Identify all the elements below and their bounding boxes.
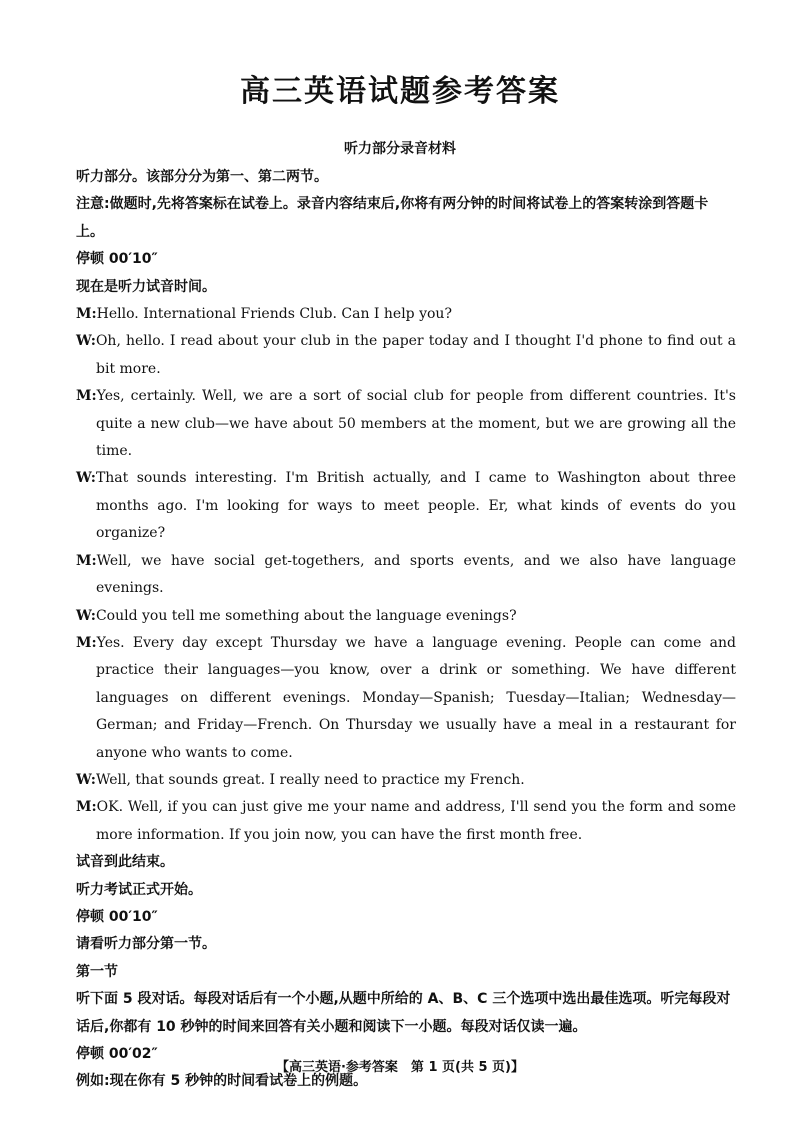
speaker-label: M:: [76, 306, 97, 323]
page-footer: 【高三英语·参考答案 第 1 页(共 5 页)】: [275, 1060, 525, 1075]
instruction-note: 注意:做题时,先将答案标在试卷上。录音内容结束后,你将有两分钟的时间将试卷上的答案转涂到答题卡上。: [76, 196, 709, 240]
example-line: 例如:现在你有 5 秒钟的时间看试卷上的例题。: [76, 1073, 368, 1090]
dialogue-line: [76, 630, 736, 767]
pause-marker: 停顿 00′10″: [76, 251, 158, 268]
speaker-label: W:: [76, 607, 96, 624]
section-heading: 第一节: [76, 963, 118, 980]
dialogue-text: Yes, certainly. Well, we are a sort of social club for people from different countries. It's quite a new club—we have about 50 members at the moment, but we are growing all the time.: [96, 388, 736, 460]
dialogue-line: [76, 465, 736, 547]
dialogue-text: Well, we have social get-togethers, and sports events, and we also have language evenings.: [96, 552, 736, 597]
document-body: [76, 164, 736, 1096]
dialogue-text: That sounds interesting. I'm British actually, and I came to Washington about three months ago. I'm looking for ways to meet people. Er, what kinds of events do you organize?: [95, 470, 736, 542]
dialogue-line: [76, 794, 736, 849]
instruction-line: 听力部分。该部分分为第一、第二两节。: [76, 169, 328, 185]
dialogue-text: OK. Well, if you can just give me your name and address, I'll send you the form and some more information. If you join now, you can have the first month free.: [96, 799, 736, 843]
dialogue-line: [76, 548, 736, 603]
dialogue-text: Well, that sounds great. I really need to practice my French.: [95, 771, 525, 788]
dialogue-text: Hello. International Friends Club. Can I help you?: [96, 306, 452, 323]
document-title: 高三英语试题参考答案: [240, 74, 560, 109]
pause-marker: 停顿 00′02″: [76, 1046, 158, 1062]
section-subtitle: 听力部分录音材料: [344, 141, 456, 157]
section-instruction: 请看听力部分第一节。: [76, 936, 216, 953]
speaker-label: W:: [76, 333, 96, 350]
speaker-label: M:: [76, 634, 97, 651]
exam-start-line: 听力考试正式开始。: [76, 881, 202, 898]
trial-end-line: 试音到此结束。: [76, 854, 174, 871]
dialogue-line: [76, 383, 736, 465]
dialogue-line: [76, 767, 736, 794]
speaker-label: M:: [76, 552, 97, 569]
speaker-label: M:: [76, 799, 97, 816]
dialogue-line: [76, 328, 736, 383]
speaker-label: M:: [76, 388, 97, 405]
section-directions: 听下面 5 段对话。每段对话后有一个小题,从题中所给的 A、B、C 三个选项中选出最佳选项。听完每段对话后,你都有 10 秒钟的时间来回答有关小题和阅读下一小题。每段对话仅读一遍。: [76, 991, 731, 1035]
dialogue-line: [76, 301, 736, 328]
pause-marker: 停顿 00′10″: [76, 908, 158, 925]
dialogue-text: Oh, hello. I read about your club in the paper today and I thought I'd phone to find out a bit more.: [95, 333, 736, 377]
trial-start-line: 现在是听力试音时间。: [76, 278, 216, 295]
dialogue-text: Could you tell me something about the language evenings?: [95, 607, 517, 624]
speaker-label: W:: [76, 771, 96, 788]
dialogue-text: Yes. Every day except Thursday we have a language evening. People can come and practice their languages—you know, over a drink or something. We have different languages on different evenings. Monday—Spanish; Tuesday—Italian; Wednesday—German; and Friday—French. On Thursday we usually have a meal in a restaurant for anyone who wants to come.: [96, 634, 736, 761]
dialogue-line: [76, 603, 736, 630]
speaker-label: W:: [76, 470, 96, 487]
